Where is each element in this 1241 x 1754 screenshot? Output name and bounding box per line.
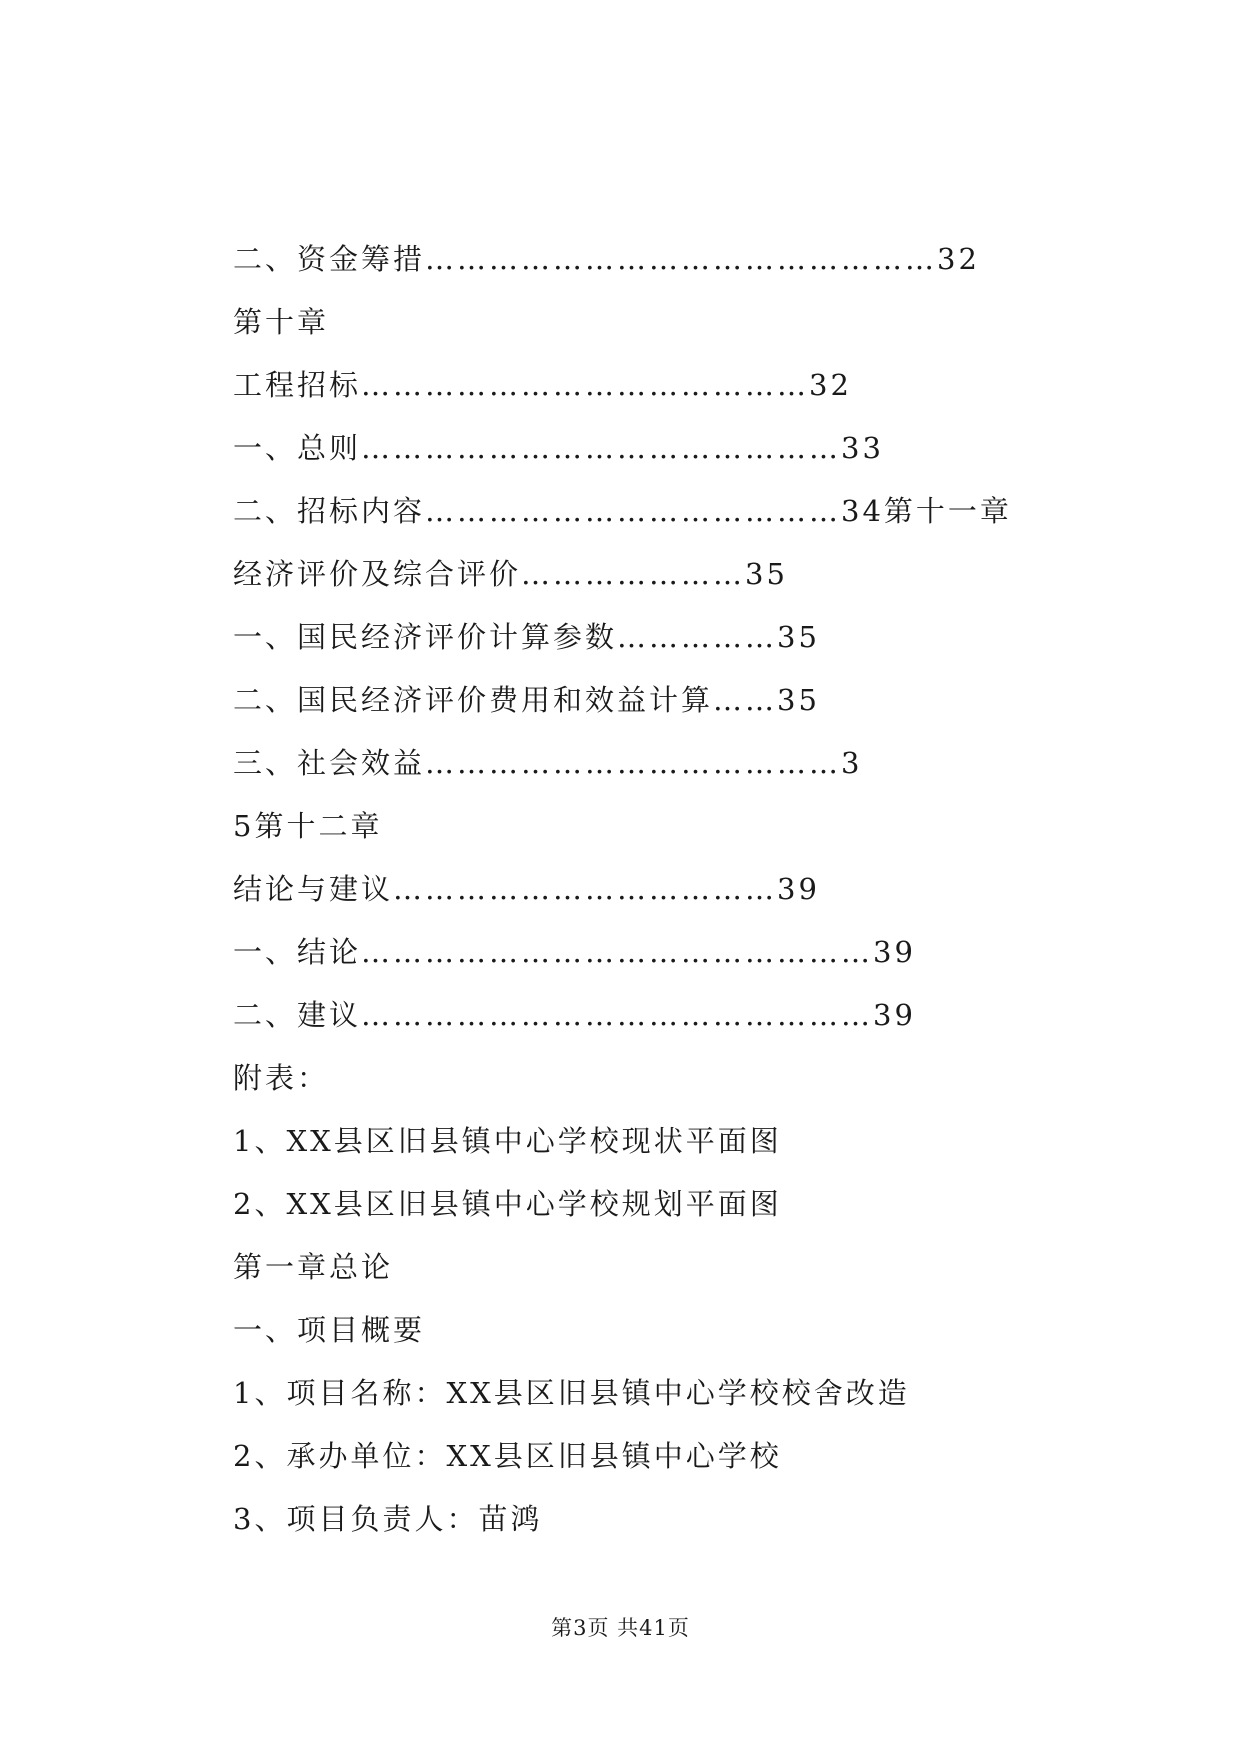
toc-line: 三、社会效益…………………………………3: [233, 746, 863, 780]
appendix-item: 2、XX县区旧县镇中心学校规划平面图: [233, 1187, 782, 1221]
toc-line: 第十章: [233, 305, 330, 339]
chapter-heading: 第一章总论: [233, 1250, 394, 1284]
toc-line: 5第十二章: [233, 809, 383, 843]
toc-line: 二、建议…………………………………………39: [233, 998, 916, 1032]
appendix-heading: 附表：: [233, 1061, 330, 1095]
toc-line: 结论与建议………………………………39: [233, 872, 820, 906]
body-paragraph: 1、项目名称：XX县区旧县镇中心学校校舍改造: [233, 1376, 910, 1410]
toc-line: 二、资金筹措…………………………………………32: [233, 242, 980, 276]
toc-line: 一、结论…………………………………………39: [233, 935, 916, 969]
body-paragraph: 3、项目负责人：苗鸿: [233, 1502, 543, 1536]
toc-line: 二、招标内容…………………………………34第十一章: [233, 494, 1012, 528]
page-number-footer: 第3页 共41页: [551, 1616, 690, 1640]
toc-line: 工程招标……………………………………32: [233, 368, 852, 402]
toc-line: 一、总则………………………………………33: [233, 431, 884, 465]
appendix-item: 1、XX县区旧县镇中心学校现状平面图: [233, 1124, 782, 1158]
toc-line: 一、国民经济评价计算参数……………35: [233, 620, 820, 654]
document-body: [233, 228, 1113, 1551]
section-heading: 一、项目概要: [233, 1313, 426, 1347]
body-paragraph: 2、承办单位：XX县区旧县镇中心学校: [233, 1439, 782, 1473]
toc-line: 二、国民经济评价费用和效益计算……35: [233, 683, 820, 717]
toc-line: 经济评价及综合评价…………………35: [233, 557, 788, 591]
